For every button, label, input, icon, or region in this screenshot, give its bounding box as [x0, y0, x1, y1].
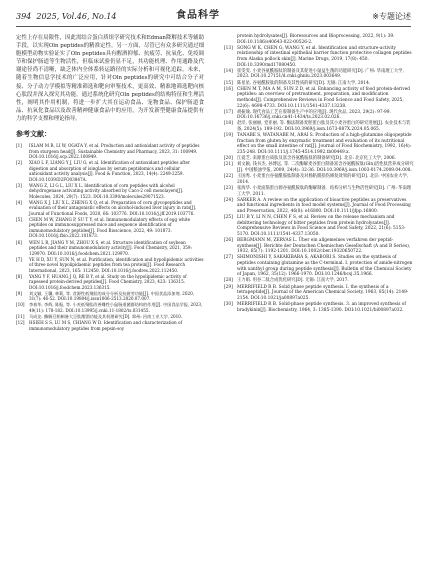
reference-text: WANG X J, LIU X L, ZHENG X Q, et al. Preparation of corn glycopeptides and evaluation of their antagonistic effects on alcohol-induced liver injury in rats[J]. Journal of Functional Foods, 2020, 66: 103776. DOI:10.1016/j.jff.2019.103776.	[29, 199, 197, 216]
reference-item	[16, 291, 204, 302]
reference-text: 马成龙. 酶解豆粕制备大豆肽醒酒功能及其机理研究[D]. 郑州: 河南工业大学, 2010.	[29, 313, 183, 319]
reference-item	[224, 133, 414, 155]
reference-item	[16, 160, 204, 182]
reference-number: [27]	[224, 255, 233, 261]
reference-item	[224, 69, 414, 80]
reference-text: SARKER A. A review on the application of bioactive peptides as preservatives and functional ingredients in food model systems[J]. Journal of Food Processing and Preservation, 2022, 46(8): e16800. DOI:10.1111/jfpp.16800.	[237, 197, 411, 214]
reference-item	[224, 162, 414, 173]
reference-number: [12]	[16, 320, 25, 326]
reference-item	[16, 200, 204, 217]
page-number: 394	[16, 12, 32, 21]
reference-item	[16, 183, 204, 200]
issue-info: 2025, Vol.46, No.14	[36, 12, 117, 21]
reference-item	[16, 217, 204, 239]
reference-number: [3]	[16, 182, 22, 188]
reference-number: [16]	[224, 86, 233, 92]
reference-item	[224, 238, 414, 255]
body-paragraph: 定性上存在局限性，因此需结合蛋白质组学研究技术和Edman降解技术等辅助手段，以实现Oln peptides的精准定性。另一方面，尽管已有众多研究通过细胞模型动物实验证实了Oln peptides具有醒酒抑郁、抗疲劳、抗氧化、免疫调节和保护肠道等生物活性，但临床试验仍显不足，其功能机理、作用通路及代谢途径尚不清晰，缺乏体内全体系转运路径的实际分析和可视化追踪。未来，随着生物信息学技术的广泛应用，针对Oln peptides的研究中可结合分子对接、分子动力学模拟等精准筛选和靶向审鉴技术，更高效、精准地筛选靶向核心肽段并深入探究其功能。通过系统化研究Oln peptides的结构特征和生理活性，阐明其作用机制，将进一步扩大其在运动食品、宠物食品、保护肠道食品、抗氧化食品以及改善精神健康食品中的应用，为开发新型健康食品提供有力的科学支撑和理论指导。	[16, 35, 204, 122]
reference-text: 胡振瑜. 现代食品工艺在胶制备生产中的应用[J]. 现代食品, 2023, 29(2): 97-99. DOI:10.16736/j.cnki.cn41-1434/ts.2023.02.026.	[237, 109, 391, 121]
reference-text: MERRIFIELD R B. Solid phase peptide synthesis. I. the synthesis of a tetrapeptide[J]. Journal of the American Chemical Society, 1963, 85(14): 2149-2154. DOI:10.1021/ja00897a025.	[237, 284, 409, 301]
reference-text: SHIMONISHI Y, SAKAKIBARA S, AKABORI S. Studies on the synthesis of peptides containing glutamine as the C-terminal. I. protection of amide-nitrogen with xanthyl group during peptide synthesis[J]. Bulletin of the Chemical Society of Japan, 1962, 35(12): 1966-1970. DOI:10.1246/bcsj.35.1966.	[237, 255, 413, 278]
reference-text: protein hydrolysates[J]. Bioresources and Bioprocessing, 2022, 9(1): 39. DOI:10.1186/s40643-022-00526-2.	[237, 34, 395, 45]
reference-number	[224, 34, 237, 45]
reference-item	[224, 278, 414, 284]
reference-text: 李春华, 李辉, 陈振, 等. 小麦低聚肽改善雌性小鼠肠道菌群结构的作用[J]. 中国食品学报, 2023, 49(11): 178-182. DOI:10.13995/j.cnki.11-1802/ts.031455.	[29, 302, 203, 313]
reference-item	[224, 156, 414, 162]
reference-item	[224, 110, 414, 121]
reference-item	[16, 143, 204, 160]
reference-number: [20]	[224, 156, 233, 162]
reference-number: [2]	[16, 160, 22, 166]
reference-item	[224, 285, 414, 302]
reference-text: SONG W K, CHEN G, WANG Y, et al. Identification and structure-activity relationship of intestinal epithelial barrier function protective collagen peptides from Alaska pollock skin[J]. Marine Drugs, 2019, 17(8): 450. DOI:10.3390/md17080450.	[237, 45, 412, 68]
reference-number: [1]	[16, 143, 22, 149]
left-column	[16, 34, 204, 332]
reference-number: [18]	[224, 121, 233, 127]
reference-item	[224, 302, 414, 313]
reference-text: WANG Z, LI G L, LIU X L. Identification of corn peptides with alcohol dehydrogenase activating activity absorbed by Caco-2 cell monolayers[J]. Molecules, 2024, 29(7): 1523. DOI:10.3390/molecules29071523.	[29, 182, 184, 199]
reference-number: [14]	[224, 68, 233, 74]
reference-text: YANG Y F, HUANG J Q, RE B Y, et al. Study on the hypolipidemic activity of rapeseed protein-derived peptides[J]. Food Chemistry, 2023, 423: 136315. DOI:10.1016/j.foodchem.2023.136315.	[29, 273, 187, 290]
reference-number: [7]	[16, 256, 22, 262]
reference-item	[16, 274, 204, 291]
reference-number: [19]	[224, 133, 233, 139]
reference-item	[16, 257, 204, 274]
journal-name: 食品科学	[176, 10, 220, 21]
reference-item	[16, 320, 204, 331]
section-name: ※专题论述	[372, 12, 411, 21]
reference-text: HSIEH S S, LU M S, CHIANG W D. Identification and characterization of immunomodulatory peptides from pepsin-soy	[29, 320, 183, 331]
reference-list-right	[224, 34, 414, 313]
reference-number: [15]	[224, 80, 233, 86]
reference-item	[16, 302, 204, 313]
reference-text: 刘文颖, 王馨, 林莉, 等. 食源性低聚肽的成分分析及抗疲劳功能[J]. 中国食品添加剂, 2020, 31(7): 46-52. DOI:10.19804/j.issn1006-2513.2020.07.007.	[29, 290, 195, 302]
reference-text: WEN L R, JIANG Y M, ZHOU X S, et al. Structure identification of soybean peptides and their immunomodulatory activity[J]. Food Chemistry, 2021, 359: 129970. DOI:10.1016/j.foodchem.2021.129970.	[29, 239, 192, 256]
reference-item	[224, 121, 414, 132]
reference-number: [29]	[224, 284, 233, 290]
reference-number: [10]	[16, 302, 25, 308]
reference-number: [9]	[16, 290, 22, 296]
reference-item	[224, 198, 414, 215]
reference-text: 崔雯雯. 小麦谷氨酰胺肽的制备及其促进小鼠益生菌的功能研究[D]. 广州: 华南理工大学, 2023. DOI:10.27151/d.cnki.ghnlu.2023.003649.	[237, 68, 404, 80]
page-issue-info	[16, 10, 116, 24]
reference-number: [25]	[224, 215, 233, 221]
reference-list-left	[16, 143, 204, 331]
reference-text: 王力娟. 用谷二肽合成优化研究[D]. 无锡: 江南大学, 2017.	[237, 278, 349, 284]
reference-text: 刘文颖, 钱书杰, 孙博远, 等. 二次酶解麦谷蛋白制备富含谷氨酰胺肽(Gln)活性肽营养成分研究[J]. 中国粮油学报, 2009, 24(4): 32-36. DOI:10.3969/j.issn.1003-0174.2009.04.008.	[237, 162, 414, 173]
reference-text: BERGMANN M, ZERVAS L. Über ein allgemeines verfahren der peptid-synthese[J]. Berichte der Deutschen Chemischen Gesellschaft (A and B Series), 1932, 65(7): 1192-1201. DOI:10.1002/cber.19320650722.	[237, 238, 411, 255]
reference-number: [26]	[224, 238, 233, 244]
reference-number: [6]	[16, 239, 22, 245]
reference-text: 赵洋, 张丽丽, 党亚丽, 等. 酶法制备麦胚蛋白肽及其小麦谷蛋白的研究进展[J]. 农业技术与装备, 2024(5): 189-192. DOI:10.3969/j.issn.1673-887X.2024.05.065.	[237, 121, 411, 133]
reference-text: MERRIFIELD R B. Solid-phase peptide synthesis. 3. an improved synthesis of bradykinin[J]. Biochemistry, 1964, 3: 1385-1390. DOI:10.1021/bi00897a032.	[237, 302, 406, 313]
reference-number: [30]	[224, 302, 233, 307]
reference-number: [23]	[224, 185, 233, 191]
reference-text: CHEN M T, MA A M, SUN Z D, et al. Enhancing activity of food protein-derived peptides: an overview of pretreatment, preparation, and modification methods[J]. Comprehensive Reviews in Food Science and Food Safety, 2025, 22(6): 4698-4733. DOI:10.1111/1541-4337.13238.	[237, 86, 411, 109]
reference-item	[224, 81, 414, 87]
reference-number: [8]	[16, 273, 22, 279]
reference-text: XIAO L F, LIANG Y J, LIU G, et al. Identification of antioxidant peptides after digestion and absorption of isinglass by serum peptidomics and cellular antioxidant activity analysis[J]. Food & Function, 2023, 14(4): 2249-2259. DOI:10.1039/D2FO03847A.	[29, 160, 190, 182]
reference-text: TANABE S, WATANABE M, ARAI S. Production of a high-glutamine oligopeptide fraction from gluten by enzymatic treatment and evaluation of its nutritional effect on the small intestine of rat[J]. Journal of Food Biochemistry, 1992, 16(4): 235-248. DOI:10.1111/j.1745-4514.1992.tb00449.x.	[237, 133, 412, 156]
reference-text: CHEN M W, ZHANG P, SU T Y, et al. Immunomodulatory effects of egg white peptides on immunosuppressed mice and sequence identification of immunomodulatory peptides[J]. Food Bioscience, 2022, 49: 101873. DOI:10.1016/j.fbio.2022.101873.	[29, 216, 191, 239]
reference-number: [21]	[224, 162, 233, 168]
header-rule	[16, 26, 411, 27]
reference-text: 王国秀. 小麦蛋白谷氨酰胺肽制备及对肠粘膜损伤修复效果的研究[D]. 北京: 中国农业大学, 2014.	[237, 174, 409, 185]
reference-text: 江爱芝. 来源蛋白质肽及富含谷氨酰胺肽的制备研究[D]. 北京: 北京化工大学, 2006.	[237, 156, 397, 162]
reference-item	[16, 240, 204, 257]
reference-item	[224, 34, 414, 45]
reference-number: [4]	[16, 199, 22, 205]
reference-text: LIU B Y, LI N N, CHEN F S, et al. Review on the release mechanism and debittering technology of bitter peptides from protein hydrolysates[J]. Comprehensive Reviews in Food Science and Food Safety, 2022, 21(6): 5153-5170. DOI:10.1111/1541-4337.13050.	[237, 215, 406, 237]
reference-number: [11]	[16, 313, 25, 319]
reference-number: [22]	[224, 174, 233, 180]
references-heading: 参考文献：	[16, 130, 51, 139]
reference-number: [24]	[224, 197, 233, 203]
reference-item	[224, 87, 414, 109]
reference-item	[224, 215, 414, 237]
reference-text: YE H D, XU Y, SUN N, et al. Purification, identification and hypolipidemic activities of three novel hypolipidaemic peptides from tea protein[J]. Food Research International, 2023, 165: 112450. DOI:10.1016/j.foodres.2022.112450.	[29, 256, 204, 273]
reference-item	[224, 255, 414, 277]
reference-number: [13]	[224, 45, 233, 51]
reference-text: 张海华. 小麦面筋蛋白源谷氨酰胺肽的酶解制备、结构分析与生物活性研究[D]. 广州: 华南理工大学, 2011.	[237, 185, 412, 197]
reference-item	[224, 46, 414, 68]
reference-item	[224, 186, 414, 197]
reference-number: [17]	[224, 109, 233, 115]
reference-number: [28]	[224, 278, 233, 284]
reference-item	[224, 174, 414, 185]
right-column	[224, 34, 414, 314]
reference-text: ISLAM M R, LI W, OGATA Y, et al. Production and antioxidant activity of peptides from sturgeon head[J]. Sustainable Chemistry and Pharmacy, 2023, 31: 100949. DOI:10.1016/j.scp.2022.100949.	[29, 143, 200, 160]
reference-item	[16, 314, 204, 320]
reference-number: [5]	[16, 216, 22, 222]
reference-text: 陈星星. 谷氨酰胺肽的制备及其性质的研究[D]. 无锡: 江南大学, 2014.	[237, 80, 371, 86]
page-header	[16, 10, 411, 24]
